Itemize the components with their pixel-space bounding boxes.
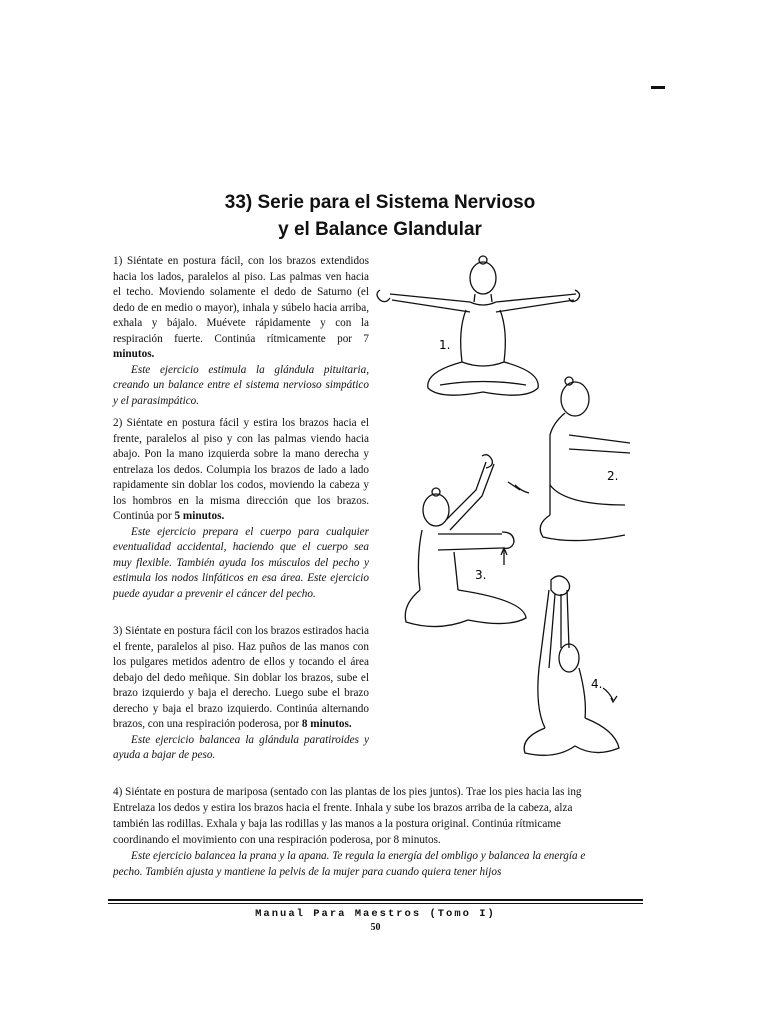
exercise-3-duration: 8 minutos. xyxy=(301,718,352,730)
exercise-2-text xyxy=(113,416,369,525)
footer-rule-thin xyxy=(108,903,643,904)
exercise-1-note: Este ejercicio estimula la glándula pituitaria, creando un balance entre el sistema nervioso simpático y el parasimpático. xyxy=(113,363,369,407)
exercise-1-text xyxy=(113,254,369,363)
figure-1-label: 1. xyxy=(439,338,451,352)
figure-4-label: 4. xyxy=(591,677,603,691)
page-corner-mark xyxy=(651,86,665,89)
exercise-2-duration: 5 minutos. xyxy=(174,510,225,522)
page-title-line-1: 33) Serie para el Sistema Nervioso xyxy=(224,192,536,213)
exercise-1 xyxy=(113,254,369,409)
page-title-line-2: y el Balance Glandular xyxy=(278,219,482,240)
exercise-3-text xyxy=(113,624,369,733)
exercise-4-line-3: también las rodillas. Exhala y baja las rodillas y las manos a la postura original. Continúa rítmicame xyxy=(113,818,562,830)
exercise-3 xyxy=(113,624,369,764)
figure-3-label: 3. xyxy=(475,568,487,582)
page-number: 50 xyxy=(370,922,381,933)
footer-book-title: Manual Para Maestros (Tomo I) xyxy=(255,908,496,920)
exercise-4 xyxy=(113,784,653,880)
footer-rule-thick xyxy=(108,899,643,901)
exercise-4-line-1: 4) Siéntate en postura de mariposa (sentado con las plantas de los pies juntos). Trae los pies hacia las ing xyxy=(113,786,582,798)
figure-2-label: 2. xyxy=(607,469,619,483)
exercise-3-note: Este ejercicio balancea la glándula paratiroides y ayuda a bajar de peso. xyxy=(113,733,369,761)
exercise-1-instructions: 1) Siéntate en postura fácil, con los brazos extendidos hacia los lados, paralelos al piso. Las palmas ven hacia el techo. Moviendo solamente el dedo de Saturno (el dedo de en medio o mayor), inhala y súbelo hacia arriba, exhala y bájalo. Muévete rápidamente y con la respiración fuerte. Continúa rítmicamente por 7 xyxy=(113,255,369,345)
exercise-4-line-4: coordinando el movimiento con una respiración poderosa, por 8 minutos. xyxy=(113,834,441,846)
figure-4-illustration xyxy=(515,568,635,768)
exercise-2 xyxy=(113,416,369,602)
exercise-1-duration: minutos. xyxy=(113,348,155,360)
exercise-2-note: Este ejercicio prepara el cuerpo para cualquier eventualidad accidental, haciendo que el cuerpo sea muy flexible. También ayuda los músculos del pecho y estimula los nodos linfáticos en esa área. Este ejercicio puede ayudar a prevenir el cáncer del pecho. xyxy=(113,525,369,600)
exercise-3-instructions: 3) Siéntate en postura fácil con los brazos estirados hacia el frente, paralelos al piso. Haz puños de las manos con los pulgares metidos adentro de ellos y tocando el área debajo del dedo meñique. Sin doblar los brazos, sube el brazo izquierdo y baja el derecho. Luego sube el brazo derecho y baja el brazo izquierdo. Continúa alternando brazos, con una respiración poderosa, por xyxy=(113,625,369,730)
exercise-4-note-line-2: pecho. También ajusta y mantiene la pelvis de la mujer para cuando quiera tener hijos xyxy=(113,866,502,878)
exercise-4-note-line-1: Este ejercicio balancea la prana y la apana. Te regula la energía del ombligo y balancea la energía e xyxy=(131,850,586,862)
exercise-4-line-2: Entrelaza los dedos y estira los brazos hacia el frente. Inhala y sube los brazos arriba de la cabeza, alza xyxy=(113,802,573,814)
exercise-2-instructions: 2) Siéntate en postura fácil y estira los brazos hacia el frente, paralelos al piso y con las palmas viendo hacia abajo. Pon la mano izquierda sobre la mano derecha y entrelaza los dedos. Columpia los brazos de lado a lado rapidamente sin doblar los codos, moviendo la cabeza y los hombros en la misma dirección que los brazos. Continúa por xyxy=(113,417,369,522)
